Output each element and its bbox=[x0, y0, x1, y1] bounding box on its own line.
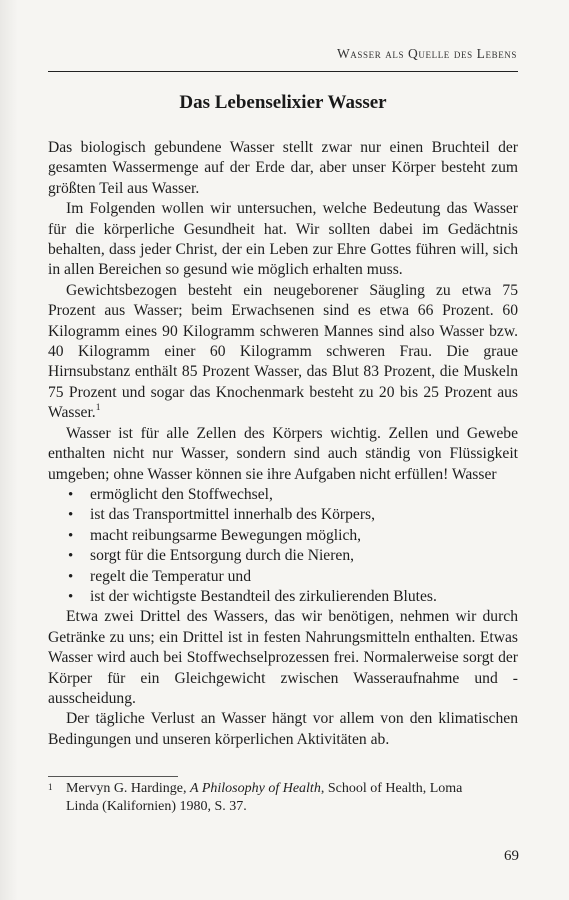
paragraph-3-text: Gewichtsbezogen besteht ein neugeborener Säugling zu etwa 75 Prozent aus Wasser; beim Erwachsenen sind es etwa 66 Prozent. 60 Kilogramm eines 90 Kilogramm schweren Mannes sind also Wasser bzw. 40 Kilogramm einer 60 Kilogramm schweren Frau. Die graue Hirnsubstanz enthält 85 Prozent Wasser, das Blut 83 Prozent, die Muskeln 75 Prozent und sogar das Knochenmark besteht zu 20 bis 25 Prozent aus Wasser. bbox=[48, 281, 518, 422]
footnote-line-2: Linda (Kalifornien) 1980, S. 37. bbox=[66, 799, 247, 814]
paragraph-6: Der tägliche Verlust an Wasser hängt vor allem von den klimatischen Bedingungen und unseren körperlichen Aktivitäten ab. bbox=[48, 710, 518, 748]
paragraph-2: Im Folgenden wollen wir untersuchen, welche Bedeutung das Wasser für die körperliche Gesundheit hat. Wir sollten dabei im Gedächtnis behalten, dass jeder Christ, der ein Leben zur Ehre Gottes führen will, sich in allen Bereichen so gesund wie möglich erhalten muss. bbox=[48, 200, 518, 279]
paragraph-1: Das biologisch gebundene Wasser stellt zwar nur einen Bruchteil der gesamten Wassermenge auf der Erde dar, aber unser Körper besteht zum größten Teil aus Wasser. bbox=[48, 139, 518, 197]
list-item: • regelt die Temperatur und bbox=[68, 567, 518, 587]
footnote-line-1 bbox=[48, 780, 518, 798]
list-item: • macht reibungsarme Bewegungen möglich, bbox=[68, 526, 518, 546]
list-item: • ist das Transportmittel innerhalb des Körpers, bbox=[68, 505, 518, 525]
header-rule bbox=[48, 71, 518, 72]
running-head: Wasser als Quelle des Lebens bbox=[336, 46, 517, 61]
footnote-rule bbox=[48, 776, 178, 777]
paragraph-5: Etwa zwei Drittel des Wassers, das wir benötigen, nehmen wir durch Getränke zu uns; ein Drittel ist in festen Nahrungsmitteln enthalten. Etwas Wasser wird auch bei Stoffwechselprozessen frei. Normalerweise sorgt der Körper für ein Gleichgewicht zwischen Wasseraufnahme und -ausscheidung. bbox=[48, 608, 518, 707]
footnote-book-title: A Philosophy of Health bbox=[190, 781, 321, 796]
footnote-publisher: , School of Health, Loma bbox=[320, 781, 463, 796]
footnote-author: Mervyn G. Hardinge, bbox=[66, 781, 191, 796]
paragraph-3 bbox=[48, 281, 518, 424]
list-item: • ermöglicht den Stoffwechsel, bbox=[68, 485, 518, 505]
chapter-title: Das Lebenselixier Wasser bbox=[179, 92, 387, 113]
body-text bbox=[48, 138, 518, 750]
footnote bbox=[48, 780, 518, 816]
list-item: • sorgt für die Entsorgung durch die Nieren, bbox=[68, 546, 518, 566]
paragraph-4: Wasser ist für alle Zellen des Körpers wichtig. Zellen und Gewebe enthalten nicht nur Wasser, sondern sind auch ständig von Flüssigkeit umgeben; ohne Wasser können sie ihre Aufgaben nicht erfüllen! Wasser bbox=[48, 424, 518, 483]
footnote-mark: 1 bbox=[48, 782, 53, 792]
footnote-reference: 1 bbox=[95, 403, 101, 414]
page-number: 69 bbox=[504, 848, 519, 864]
bullet-list bbox=[48, 485, 518, 607]
list-item: • ist der wichtigste Bestandteil des zirkulierenden Blutes. bbox=[68, 587, 518, 607]
